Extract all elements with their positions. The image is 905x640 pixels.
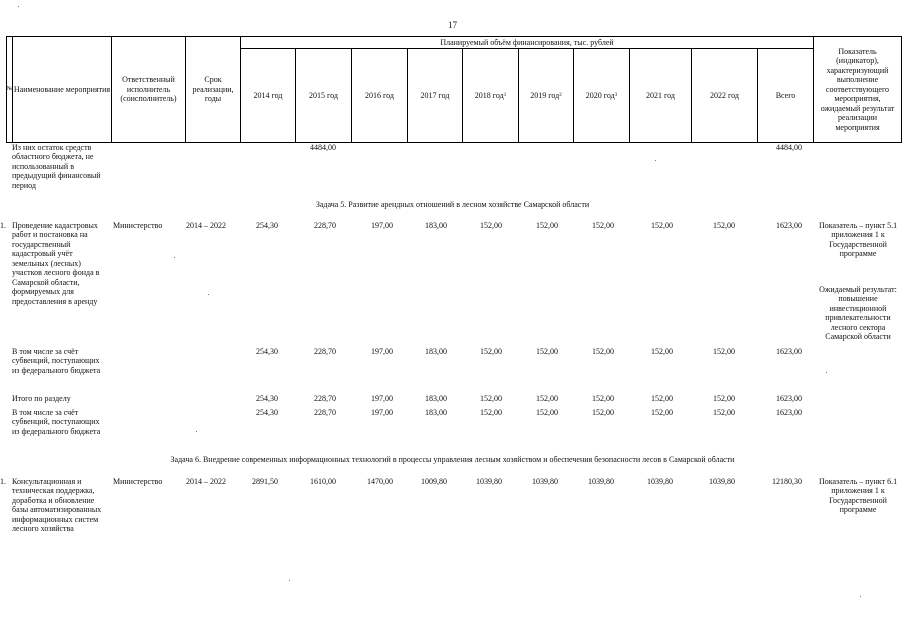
header-year-2018 — [463, 49, 519, 143]
value-total: 1623,00 — [776, 221, 802, 230]
header-year-2021 — [630, 49, 692, 143]
header-term-label: Срок реализации, годы — [192, 75, 234, 104]
value-2014: 2891,50 — [252, 477, 278, 486]
task5-item-responsible: Министерство — [113, 221, 163, 230]
scan-speck — [174, 257, 175, 258]
value-2020: 152,00 — [592, 408, 614, 417]
value-2018: 152,00 — [480, 221, 502, 230]
value-2014: 254,30 — [256, 394, 278, 403]
value-2019: 152,00 — [536, 347, 558, 356]
value-2021: 152,00 — [651, 394, 673, 403]
task5-result: Ожидаемый результат: повышение инвестиционной привлекательности лесного сектора Самарской области — [819, 285, 897, 342]
year-label: Всего — [775, 90, 796, 100]
header-responsible-label: Ответственный исполнитель (соисполнитель) — [120, 75, 177, 104]
task6-item-num: 1. — [0, 477, 6, 486]
header-year-2019 — [519, 49, 574, 143]
task6-item-name: Консультационная и техническая поддержка, доработка и обновление базы автоматизированных информационных систем лесного хозяйства — [12, 477, 102, 534]
value-2015: 228,70 — [314, 221, 336, 230]
value-total: 1623,00 — [776, 347, 802, 356]
task6-item-term: 2014 – 2022 — [186, 477, 226, 486]
value-2017: 1009,80 — [421, 477, 447, 486]
header-year-2017 — [408, 49, 463, 143]
value-2016: 197,00 — [371, 221, 393, 230]
value-2016: 197,00 — [371, 347, 393, 356]
task6-title: Задача 6. Внедрение современных информационных технологий в процессы управления лесным хозяйством и обеспечения безопасности лесов в Самарской области — [170, 455, 735, 464]
header-total — [758, 49, 814, 143]
value-2021: 152,00 — [651, 347, 673, 356]
task5-item-term: 2014 – 2022 — [186, 221, 226, 230]
header-indicator — [814, 37, 902, 143]
value-2020: 1039,80 — [588, 477, 614, 486]
value-2016: 1470,00 — [367, 477, 393, 486]
footnote-mark: 3 — [614, 92, 618, 98]
value-2018: 152,00 — [480, 394, 502, 403]
header-indicator-label: Показатель (индикатор), характеризующий выполнение соответствующего мероприятия, ожидаемый результат реализации мероприятия — [820, 47, 895, 132]
year-label: 2018 год — [474, 90, 504, 100]
year-label: 2015 год — [309, 90, 338, 100]
header-funding — [241, 37, 814, 49]
task5-indicator: Показатель – пункт 5.1 приложения 1 к Государственной программе — [818, 221, 898, 259]
page-number: 17 — [448, 20, 457, 30]
value-total: 12180,30 — [772, 477, 802, 486]
header-num-label: № — [6, 85, 13, 92]
header-year-2022 — [692, 49, 758, 143]
value-2015: 1610,00 — [310, 477, 336, 486]
task6-item-responsible: Министерство — [113, 477, 163, 486]
header-year-2015 — [296, 49, 352, 143]
year-label: 2021 год — [646, 90, 675, 100]
task5-total-name: Итого по разделу — [12, 394, 71, 403]
year-label: 2017 год — [420, 90, 450, 100]
footnote-mark: 1 — [503, 92, 507, 98]
scan-speck — [289, 580, 290, 581]
value-2014: 254,30 — [256, 347, 278, 356]
header-responsible — [112, 37, 186, 143]
header-term — [186, 37, 241, 143]
value-2022: 152,00 — [713, 221, 735, 230]
header-year-2016 — [352, 49, 408, 143]
scan-speck — [655, 160, 656, 161]
value-2019: 152,00 — [536, 394, 558, 403]
year-label: 2019 год — [530, 90, 560, 100]
remains-2015: 4484,00 — [310, 143, 336, 152]
value-2015: 228,70 — [314, 347, 336, 356]
value-total: 1623,00 — [776, 408, 802, 417]
value-2014: 254,30 — [256, 221, 278, 230]
value-2022: 152,00 — [713, 408, 735, 417]
value-2020: 152,00 — [592, 394, 614, 403]
value-2017: 183,00 — [425, 408, 447, 417]
value-2022: 1039,80 — [709, 477, 735, 486]
task5-item-name: Проведение кадастровых работ и постановка на государственный кадастровый учёт земельных (лесных) участков лесного фонда в Самарской области, формируемых для предоставления в аренду — [12, 221, 100, 306]
value-2022: 152,00 — [713, 394, 735, 403]
header-funding-label: Планируемый объём финансирования, тыс. рублей — [440, 37, 614, 47]
value-2017: 183,00 — [425, 221, 447, 230]
value-2021: 152,00 — [651, 408, 673, 417]
task5-title: Задача 5. Развитие арендных отношений в лесном хозяйстве Самарской области — [315, 200, 590, 209]
value-2016: 197,00 — [371, 394, 393, 403]
task6-indicator: Показатель – пункт 6.1 приложения 1 к Государственной программе — [818, 477, 898, 515]
value-2020: 152,00 — [592, 221, 614, 230]
value-total: 1623,00 — [776, 394, 802, 403]
scan-speck — [196, 431, 197, 432]
task5-total-subsidy-name: В том числе за счёт субвенций, поступающих из федерального бюджета — [12, 408, 101, 436]
scan-speck — [18, 6, 19, 7]
value-2019: 1039,80 — [532, 477, 558, 486]
header-name-label: Наименование мероприятия — [13, 84, 111, 94]
task5-item-num: 1. — [0, 221, 6, 230]
table-header — [6, 36, 902, 143]
scan-speck — [826, 372, 827, 373]
value-2015: 228,70 — [314, 394, 336, 403]
value-2022: 152,00 — [713, 347, 735, 356]
value-2018: 1039,80 — [476, 477, 502, 486]
year-label: 2014 год — [253, 90, 283, 100]
value-2016: 197,00 — [371, 408, 393, 417]
task5-subsidy-name: В том числе за счёт субвенций, поступающих из федерального бюджета — [12, 347, 101, 375]
header-year-2020 — [574, 49, 630, 143]
value-2017: 183,00 — [425, 394, 447, 403]
value-2019: 152,00 — [536, 221, 558, 230]
value-2017: 183,00 — [425, 347, 447, 356]
value-2018: 152,00 — [480, 347, 502, 356]
scan-speck — [208, 294, 209, 295]
remains-total: 4484,00 — [776, 143, 802, 152]
value-2015: 228,70 — [314, 408, 336, 417]
scan-speck — [860, 596, 861, 597]
value-2018: 152,00 — [480, 408, 502, 417]
footnote-mark: 2 — [559, 92, 562, 98]
year-label: 2016 год — [365, 90, 394, 100]
year-label: 2020 год — [585, 90, 615, 100]
value-2019: 152,00 — [536, 408, 558, 417]
value-2021: 1039,80 — [647, 477, 673, 486]
remains-name: Из них остаток средств областного бюджета, не использованный в предыдущий финансовый период — [12, 143, 101, 190]
value-2020: 152,00 — [592, 347, 614, 356]
year-label: 2022 год — [710, 90, 739, 100]
value-2014: 254,30 — [256, 408, 278, 417]
header-name — [13, 37, 112, 143]
value-2021: 152,00 — [651, 221, 673, 230]
header-year-2014 — [241, 49, 296, 143]
